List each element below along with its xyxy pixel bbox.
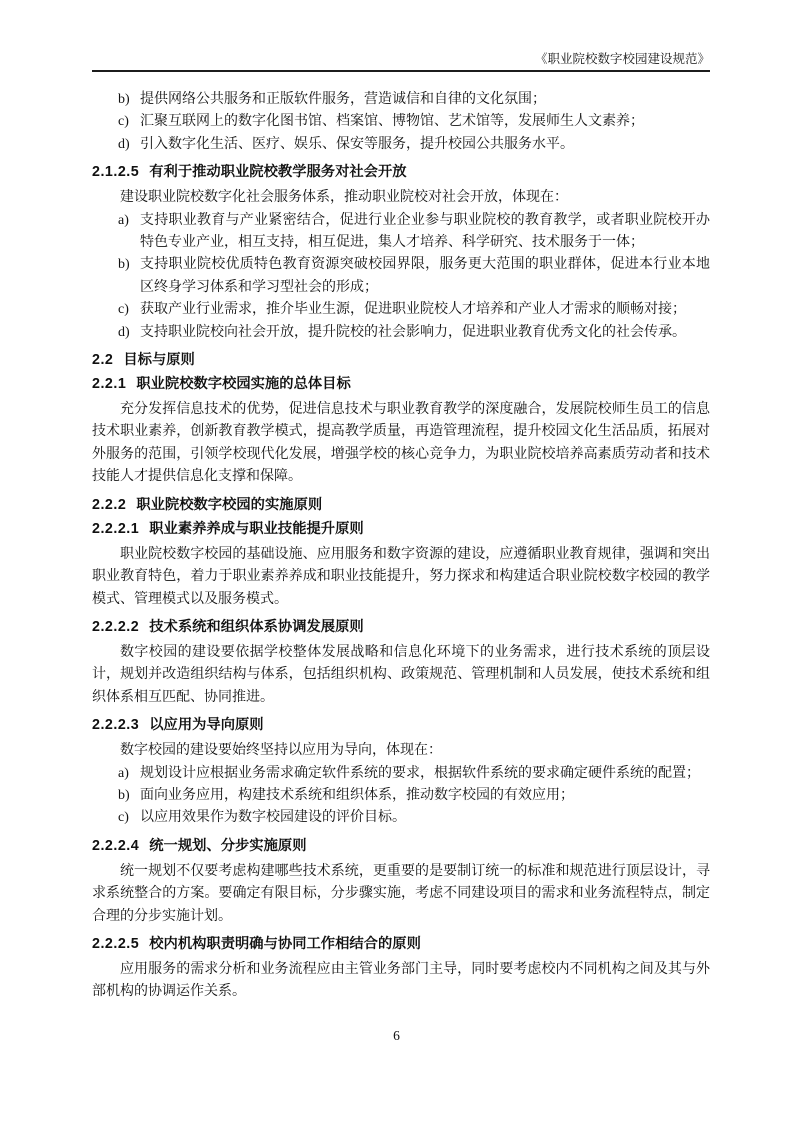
heading-number: 2.2.1 <box>92 376 127 393</box>
paragraph: 统一规划不仅要考虑构建哪些技术系统，更重要的是要制订统一的标准和规范进行顶层设计，寻求系统整合的方案。要确定有限目标，分步骤实施，考虑不同建设项目的需求和业务流程特点，制定合理的分步实施计划。 <box>92 863 710 924</box>
ordered-list <box>92 210 710 344</box>
heading-title: 目标与原则 <box>123 352 195 369</box>
page-footer <box>0 1028 793 1044</box>
section-heading-2-2-2-1 <box>92 521 710 537</box>
heading-number: 2.2.2.1 <box>92 520 140 537</box>
list-item-label: c) <box>118 114 129 130</box>
heading-title: 技术系统和组织体系协调发展原则 <box>149 618 364 635</box>
list-item-label: b) <box>118 92 130 107</box>
heading-title: 以应用为导向原则 <box>149 717 264 734</box>
heading-number: 2.1.2.5 <box>92 164 140 181</box>
heading-number: 2.2.2.3 <box>92 717 140 734</box>
list-item-text: 获取产业行业需求，推介毕业生源，促进职业院校人才培养和产业人才需求的顺畅对接； <box>140 302 686 318</box>
page-number: 6 <box>393 1028 400 1043</box>
heading-number: 2.2.2.5 <box>92 935 140 952</box>
list-item <box>92 807 710 829</box>
paragraph: 应用服务的需求分析和业务流程应由主管业务部门主导，同时要考虑校内不同机构之间及其与外部机构的协调运作关系。 <box>92 961 710 1000</box>
section-heading-2-2 <box>92 352 710 368</box>
list-item-label: d) <box>118 324 130 340</box>
list-item-text: 汇聚互联网上的数字化图书馆、档案馆、博物馆、艺术馆等，发展师生人文素养； <box>140 114 644 130</box>
list-item-label: b) <box>118 257 130 273</box>
list-item-label: d) <box>118 136 130 152</box>
list-item-label: a) <box>118 212 129 228</box>
list-item-label: b) <box>118 787 130 803</box>
heading-title: 职业素养养成与职业技能提升原则 <box>149 520 364 537</box>
heading-title: 校内机构职责明确与协同工作相结合的原则 <box>149 935 421 952</box>
header-title: 《职业院校数字校园建设规范》 <box>534 52 710 66</box>
section-heading-2-1-2-5 <box>92 164 710 180</box>
list-item <box>92 322 710 344</box>
heading-title: 职业院校数字校园的实施原则 <box>136 496 323 513</box>
section-heading-2-2-2-3 <box>92 717 710 733</box>
list-item-label: c) <box>118 810 129 826</box>
heading-title: 职业院校数字校园实施的总体目标 <box>136 376 351 393</box>
list-item-text: 规划设计应根据业务需求确定软件系统的要求，根据软件系统的要求确定硬件系统的配置； <box>140 765 700 781</box>
list-item-text: 支持职业教育与产业紧密结合，促进行业企业参与职业院校的教育教学，或者职业院校开办特色专业产业，相互支持，相互促进，集人才培养、科学研究、技术服务于一体； <box>140 212 710 251</box>
heading-number: 2.2.2.2 <box>92 618 140 635</box>
section-heading-2-2-2-4 <box>92 838 710 854</box>
paragraph: 数字校园的建设要始终坚持以应用为导向，体现在： <box>120 743 442 759</box>
heading-number: 2.2 <box>92 352 114 369</box>
list-item-text: 支持职业院校向社会开放，提升院校的社会影响力，促进职业教育优秀文化的社会传承。 <box>140 324 686 340</box>
paragraph: 职业院校数字校园的基础设施、应用服务和数字资源的建设，应遵循职业教育规律，强调和突出职业教育特色，着力于职业素养养成和职业技能提升，努力探求和构建适合职业院校数字校园的教学模式、管理模式以及服务模式。 <box>92 546 710 607</box>
list-item-text: 面向业务应用，构建技术系统和组织体系，推动数字校园的有效应用； <box>140 787 574 803</box>
heading-title: 有利于推动职业院校教学服务对社会开放 <box>149 164 407 181</box>
section-heading-2-2-2-2 <box>92 619 710 635</box>
list-item <box>92 89 710 111</box>
list-item-text: 提供网络公共服务和正版软件服务，营造诚信和自律的文化氛围； <box>140 92 546 107</box>
list-item <box>92 785 710 807</box>
list-item <box>92 299 710 321</box>
list-item-text: 引入数字化生活、医疗、娱乐、保安等服务，提升校园公共服务水平。 <box>140 136 574 152</box>
heading-number: 2.2.2 <box>92 496 127 513</box>
page-content <box>92 89 710 1004</box>
list-item-text: 以应用效果作为数字校园建设的评价目标。 <box>140 810 406 826</box>
paragraph: 建设职业院校数字化社会服务体系，推动职业院校对社会开放，体现在： <box>120 190 568 206</box>
list-item <box>92 210 710 255</box>
section-heading-2-2-2 <box>92 497 710 513</box>
ordered-list <box>92 89 710 156</box>
ordered-list <box>92 763 710 830</box>
list-item-text: 支持职业院校优质特色教育资源突破校园界限，服务更大范围的职业群体，促进本行业本地区终身学习体系和学习型社会的形成； <box>140 257 710 295</box>
list-item-label: c) <box>118 302 129 318</box>
heading-title: 统一规划、分步实施原则 <box>149 837 307 854</box>
page-header <box>92 0 710 72</box>
list-item-label: a) <box>118 765 129 781</box>
section-heading-2-2-2-5 <box>92 936 710 952</box>
list-item <box>92 254 710 299</box>
list-item <box>92 134 710 156</box>
list-item <box>92 111 710 133</box>
section-heading-2-2-1 <box>92 376 710 392</box>
heading-number: 2.2.2.4 <box>92 837 140 854</box>
list-item <box>92 763 710 785</box>
paragraph: 数字校园的建设要依据学校整体发展战略和信息化环境下的业务需求，进行技术系统的顶层设计，规划并改造组织结构与体系，包括组织机构、政策规范、管理机制和人员发展，使技术系统和组织体系相互匹配、协同推进。 <box>92 644 710 705</box>
paragraph: 充分发挥信息技术的优势，促进信息技术与职业教育教学的深度融合，发展院校师生员工的信息技术职业素养，创新教育教学模式，提高教学质量，再造管理流程，提升校园文化生活品质，拓展对外服务的范围，引领学校现代化发展，增强学校的核心竞争力，为职业院校培养高素质劳动者和技术技能人才提供信息化支撑和保障。 <box>92 402 710 485</box>
